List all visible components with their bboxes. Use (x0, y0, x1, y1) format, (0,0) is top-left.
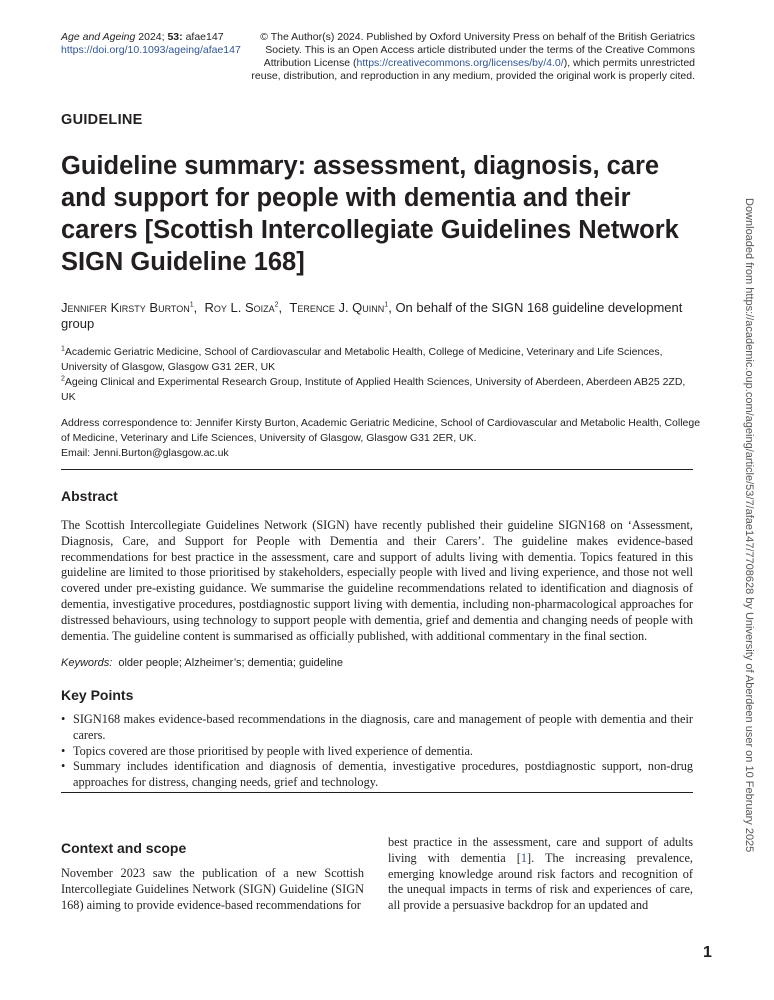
affiliation-number: 1 (61, 345, 65, 353)
affiliation-text: Academic Geriatric Medicine, School of Cardiovascular and Metabolic Health, College of Medicine, Veterinary and Life Sciences, University of Glasgow, Glasgow G31 2ER, UK (61, 346, 663, 373)
key-point-text: Summary includes identification and diagnosis of dementia, investigative procedures, postdiagnostic support, non-drug approaches for distress, changing needs, grief and technology. (73, 759, 693, 790)
affiliation-number: 2 (61, 375, 65, 383)
affiliation-text: Ageing Clinical and Experimental Research Group, Institute of Applied Health Sciences, University of Aberdeen, Aberdeen AB25 2ZD, UK (61, 376, 686, 403)
download-watermark-text: Downloaded from https://academic.oup.com/ageing/article/53/7/afae147/7708628 by University of Aberdeen user on 10 February 2025 (743, 198, 755, 853)
keywords-text: older people; Alzheimer’s; dementia; guideline (118, 657, 343, 669)
author-list: Jennifer Kirsty Burton$^1$, Roy L. Soiza$^2$, Terence J. Quinn$^1$, On behalf of the SIGN 168 guideline development group (61, 300, 683, 331)
key-point-item (61, 759, 693, 791)
body-text: ]. The increasing prevalence, emerging knowledge around risk factors and recognition of the unequal impacts in terms of risk and experiences of care, all provide a persuasive backdrop for an updated and (388, 850, 693, 913)
correspondence (61, 416, 701, 461)
context-heading: Context and scope (61, 840, 187, 856)
author-group: On behalf of the SIGN 168 guideline development group (61, 300, 683, 331)
author-name: Jennifer Kirsty Burton (61, 300, 190, 315)
affiliations (61, 345, 701, 405)
download-watermark (741, 198, 755, 853)
affiliation-item (61, 345, 701, 375)
license-text-end: ), which permits unrestricted reuse, distribution, and reproduction in any medium, provided the original work is properly cited. (251, 57, 695, 82)
affiliation-item (61, 375, 701, 405)
author-affiliation-marker: 1 (384, 301, 389, 309)
key-point-text: SIGN168 makes evidence-based recommendations in the diagnosis, care and management of people with dementia and their carers. (73, 712, 693, 742)
section-label: GUIDELINE (61, 112, 143, 128)
author-name: Terence J. Quinn (289, 300, 385, 315)
abstract-heading: Abstract (61, 488, 118, 504)
key-points-heading: Key Points (61, 687, 134, 703)
keywords (61, 657, 343, 669)
key-point-text: Topics covered are those prioritised by people with lived experience of dementia. (73, 743, 474, 758)
key-points-list (61, 712, 693, 791)
citation-link[interactable]: 1 (520, 850, 527, 865)
body-column-left: November 2023 saw the publication of a new Scottish Intercollegiate Guidelines Network (SIGN) Guideline (SIGN 168) aiming to provide evidence-based recommendations for (61, 866, 364, 912)
body-column-right (388, 835, 693, 914)
keywords-label: Keywords: (61, 657, 113, 669)
abstract-top-rule (61, 469, 693, 470)
bullet-icon: • (61, 743, 66, 758)
journal-volume: 53: (167, 31, 183, 43)
abstract-text: The Scottish Intercollegiate Guidelines Network (SIGN) have recently published their guideline SIGN168 on ‘Assessment, Diagnosis, Care, and Support for People with Dementia and their Carers’. The guideline makes evidence-based recommendations for best practice in the assessment, care and support of adults living with dementia. Topics featured in this guideline are limited to those prioritised by stakeholders, especially people with lived and living experience, and those not well covered under pre-existing guidance. We summarise the guideline recommendations related to identification and diagnosis of dementia, investigative procedures, postdiagnostic support living with dementia, including non-pharmacological approaches for distressed behaviours, using technology to support people with dementia, grief and dementia and changing needs of people with dementia. The guideline content is summarised as officially published, with additional commentary in the final section. (61, 518, 693, 643)
bullet-icon: • (61, 712, 66, 726)
license-link[interactable]: https://creativecommons.org/licenses/by/4.0/ (356, 57, 564, 69)
bullet-icon: • (61, 759, 66, 774)
journal-year: 2024; (138, 31, 165, 43)
abstract-bottom-rule (61, 792, 693, 793)
correspondence-email[interactable]: Email: Jenni.Burton@glasgow.ac.uk (61, 447, 229, 459)
correspondence-address: Address correspondence to: Jennifer Kirsty Burton, Academic Geriatric Medicine, School of Cardiovascular and Metabolic Health, College of Medicine, Veterinary and Life Sciences, University of Glasgow, Glasgow G31 2ER, UK. (61, 417, 701, 444)
article-id: afae147 (185, 31, 224, 43)
author-affiliation-marker: 1 (189, 301, 194, 309)
key-point-item (61, 744, 693, 760)
journal-citation (61, 31, 261, 57)
article-title: Guideline summary: assessment, diagnosis, care and support for people with dementia and their carers [Scottish Intercollegiate Guidelines Network SIGN Guideline 168] (61, 152, 679, 276)
author-affiliation-marker: 2 (274, 301, 279, 309)
doi-link[interactable]: https://doi.org/10.1093/ageing/afae147 (61, 44, 241, 56)
key-point-item (61, 712, 693, 744)
license-notice (238, 31, 695, 83)
journal-name: Age and Ageing (61, 31, 136, 43)
license-text-start: © The Author(s) 2024. Published by Oxford University Press on behalf of the British Geriatrics Society. This is an Open Access article distributed under the terms of the Creative Commons Attribution License ( (260, 31, 695, 69)
page-number: 1 (703, 944, 712, 961)
author-name: Roy L. Soiza (204, 300, 275, 315)
body-text: best practice in the assessment, care and support of adults living with dementia [ (388, 835, 693, 865)
